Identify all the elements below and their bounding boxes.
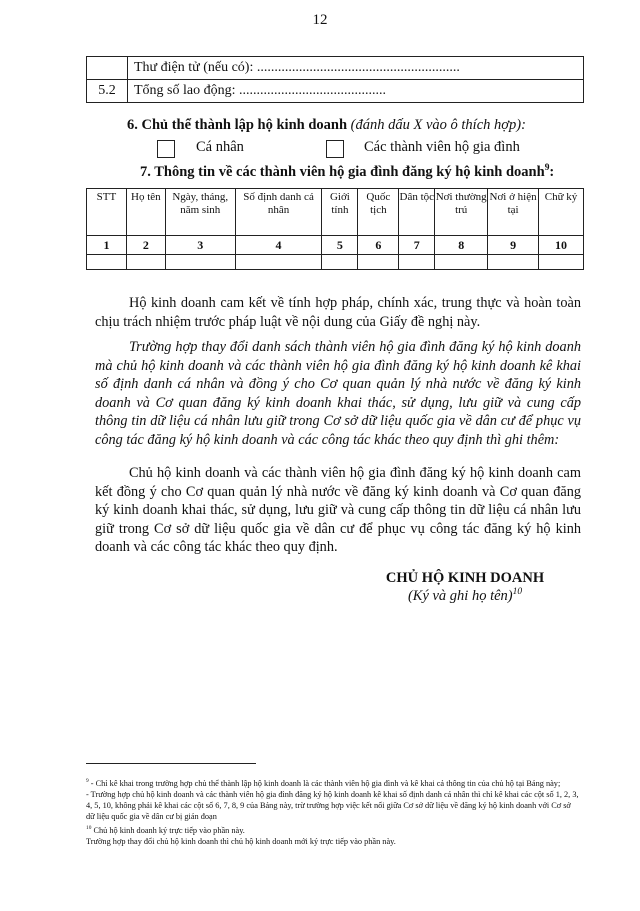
column-header: STT bbox=[87, 189, 127, 236]
column-header: Số định danh cá nhân bbox=[235, 189, 322, 236]
commitment-paragraph bbox=[95, 294, 581, 331]
footnote-10-line-2: Trường hợp thay đổi chủ hộ kinh doanh thì chủ hộ kinh doanh mới ký trực tiếp vào phần này. bbox=[86, 836, 396, 846]
entry-cell[interactable] bbox=[322, 255, 358, 270]
column-number: 2 bbox=[126, 236, 165, 255]
footnote-10-line-1 bbox=[86, 823, 581, 836]
entry-cell[interactable] bbox=[399, 255, 435, 270]
row-number: 5.2 bbox=[87, 80, 128, 103]
footnote-10-text-1: Chủ hộ kinh doanh ký trực tiếp vào phần này. bbox=[93, 825, 245, 835]
column-number: 4 bbox=[235, 236, 322, 255]
footnote-ref-9: 9 bbox=[544, 163, 550, 173]
section-7-heading: 7. Thông tin về các thành viên hộ gia đình đăng ký hộ kinh doanh bbox=[140, 163, 545, 180]
table-row bbox=[87, 80, 584, 103]
household-option-label: Các thành viên hộ gia đình bbox=[364, 139, 520, 155]
column-header: Nơi ở hiện tại bbox=[488, 189, 539, 236]
individual-checkbox[interactable] bbox=[157, 140, 175, 158]
section-7-colon: : bbox=[549, 163, 555, 180]
footnote-9-line-2: - Trường hợp chủ hộ kinh doanh và các thành viên hộ gia đình đăng ký hộ kinh doanh kê khai số định danh cá nhân thì chỉ kê khai các cột số 1, 2, 3, 4, 5, 10, không phải kê khai các cột số 6, 7, 8, 9 của Bảng này, trừ trường hợp việc kết nối giữa Cơ sở dữ liệu về đăng ký hộ kinh doanh với Cơ sở dữ liệu quốc gia về dân cư bị gián đoạn bbox=[86, 789, 579, 822]
entry-cell[interactable] bbox=[87, 255, 127, 270]
footnote-9-line-1 bbox=[86, 776, 581, 789]
entry-cell[interactable] bbox=[539, 255, 584, 270]
table-row bbox=[87, 57, 584, 80]
column-number: 7 bbox=[399, 236, 435, 255]
column-number: 10 bbox=[539, 236, 584, 255]
footnote-divider bbox=[86, 763, 256, 764]
column-number: 8 bbox=[435, 236, 488, 255]
signer-note bbox=[360, 587, 570, 605]
household-members-checkbox[interactable] bbox=[326, 140, 344, 158]
footnotes bbox=[86, 776, 581, 847]
empty-entry-row bbox=[87, 255, 584, 270]
column-header: Quốc tịch bbox=[358, 189, 399, 236]
column-header: Ngày, tháng, năm sinh bbox=[165, 189, 235, 236]
members-table bbox=[86, 188, 584, 270]
header-row bbox=[87, 189, 584, 236]
entry-cell[interactable] bbox=[126, 255, 165, 270]
entry-cell[interactable] bbox=[435, 255, 488, 270]
email-field-label: Thư điện tử (nếu có): .......................................................... bbox=[128, 57, 584, 80]
footnote-9-text-1: - Chỉ kê khai trong trường hợp chủ thể thành lập hộ kinh doanh là các thành viên hộ gia đình và kê khai cả thông tin của chủ hộ tại Bảng này; bbox=[90, 778, 561, 788]
footnote-10-mark: 10 bbox=[86, 824, 92, 831]
section-7-title bbox=[140, 163, 554, 181]
column-header: Giới tính bbox=[322, 189, 358, 236]
signer-note-text: (Ký và ghi họ tên) bbox=[407, 587, 513, 604]
consent-text: Chủ hộ kinh doanh và các thành viên hộ gia đình đăng ký hộ kinh doanh cam kết đồng ý cho Cơ quan quản lý nhà nước về đăng ký kinh doanh và Cơ quan đăng ký kinh doanh khai thác, sử dụng, lưu giữ và cung cấp thông tin dữ liệu cá nhân lưu giữ trong Cơ sở dữ liệu quốc gia về dân cư để phục vụ công tác đăng ký hộ kinh doanh và các công tác khác theo quy định. bbox=[95, 465, 581, 556]
column-number: 5 bbox=[322, 236, 358, 255]
footnote-9-mark: 9 bbox=[86, 778, 89, 784]
signature-block bbox=[360, 570, 570, 605]
individual-option-label: Cá nhân bbox=[196, 139, 244, 155]
column-header: Họ tên bbox=[126, 189, 165, 236]
section-6-title bbox=[127, 117, 526, 134]
entry-cell[interactable] bbox=[165, 255, 235, 270]
entry-cell[interactable] bbox=[358, 255, 399, 270]
column-number: 6 bbox=[358, 236, 399, 255]
case-note-text: Trường hợp thay đổi danh sách thành viên hộ gia đình đăng ký hộ kinh doanh mà chủ hộ kinh doanh và các thành viên hộ gia đình đăng ký hộ kinh doanh kê khai số định danh cá nhân và đồng ý cho Cơ quan quản lý nhà nước về đăng ký kinh doanh và Cơ quan đăng ký kinh doanh khai thác, sử dụng, lưu giữ và cung cấp thông tin dữ liệu cá nhân lưu giữ trong Cơ sở dữ liệu quốc gia về dân cư để phục vụ công tác đăng ký hộ kinh doanh và các công tác khác theo quy định thì ghi thêm: bbox=[95, 339, 581, 448]
column-number: 1 bbox=[87, 236, 127, 255]
section-6-heading: 6. Chủ thể thành lập hộ kinh doanh bbox=[127, 117, 348, 133]
column-number-row bbox=[87, 236, 584, 255]
signer-title: CHỦ HỘ KINH DOANH bbox=[385, 570, 545, 586]
footnote-ref-10: 10 bbox=[512, 587, 523, 597]
column-header: Nơi thường trú bbox=[435, 189, 488, 236]
labor-count-label: Tổng số lao động: .......................................... bbox=[128, 80, 584, 103]
consent-paragraph bbox=[95, 464, 581, 557]
row-number-empty bbox=[87, 57, 128, 80]
entry-cell[interactable] bbox=[235, 255, 322, 270]
case-note-paragraph bbox=[95, 338, 581, 450]
commitment-text: Hộ kinh doanh cam kết về tính hợp pháp, chính xác, trung thực và hoàn toàn chịu trách nhiệm trước pháp luật về nội dung của Giấy đề nghị này. bbox=[95, 295, 581, 330]
column-header: Dân tộc bbox=[399, 189, 435, 236]
entry-cell[interactable] bbox=[488, 255, 539, 270]
column-number: 9 bbox=[488, 236, 539, 255]
contact-table bbox=[86, 56, 584, 103]
column-header: Chữ ký bbox=[539, 189, 584, 236]
page-number: 12 bbox=[312, 12, 328, 28]
column-number: 3 bbox=[165, 236, 235, 255]
section-6-hint: (đánh dấu X vào ô thích hợp): bbox=[350, 117, 526, 133]
